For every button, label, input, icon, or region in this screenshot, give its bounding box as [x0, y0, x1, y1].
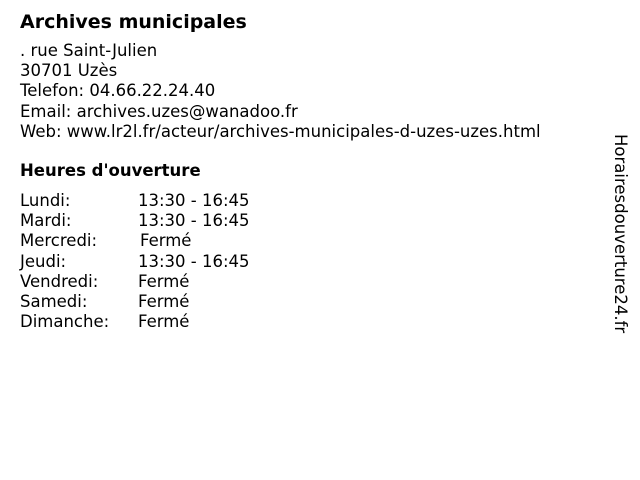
day-label: Dimanche: — [20, 312, 110, 332]
hours-row-tuesday — [20, 211, 600, 231]
hours-row-wednesday — [20, 231, 600, 251]
site-credit-vertical: Horairesdouverture24.fr — [611, 134, 630, 334]
day-label: Vendredi: — [20, 271, 99, 291]
opening-hours-table — [20, 191, 600, 332]
day-hours: 13:30 - 16:45 — [138, 251, 250, 271]
business-info-card — [20, 9, 600, 332]
hours-row-sunday — [20, 312, 600, 332]
day-hours: Fermé — [138, 271, 190, 291]
address-block — [20, 41, 600, 142]
hours-row-monday — [20, 191, 600, 211]
day-hours: 13:30 - 16:45 — [138, 191, 250, 211]
day-hours: Fermé — [138, 292, 190, 312]
hours-row-friday — [20, 272, 600, 292]
business-title: Archives municipales — [20, 11, 247, 33]
postal-city: 30701 Uzès — [20, 61, 118, 81]
hours-row-saturday — [20, 292, 600, 312]
day-label: Jeudi: — [20, 251, 67, 271]
day-label: Mercredi: — [20, 231, 98, 251]
hours-row-thursday — [20, 252, 600, 272]
day-hours: Fermé — [140, 231, 192, 251]
day-label: Samedi: — [20, 292, 88, 312]
day-label: Lundi: — [20, 191, 71, 211]
day-hours: 13:30 - 16:45 — [138, 211, 250, 231]
opening-hours-heading: Heures d'ouverture — [20, 161, 201, 181]
day-label: Mardi: — [20, 211, 72, 231]
street-address: . rue Saint-Julien — [20, 41, 158, 60]
day-hours: Fermé — [138, 312, 190, 332]
email-address: Email: archives.uzes@wanadoo.fr — [20, 101, 298, 121]
website-url: Web: www.lr2l.fr/acteur/archives-municipales-d-uzes-uzes.html — [20, 121, 541, 141]
phone-number: Telefon: 04.66.22.24.40 — [20, 81, 216, 101]
